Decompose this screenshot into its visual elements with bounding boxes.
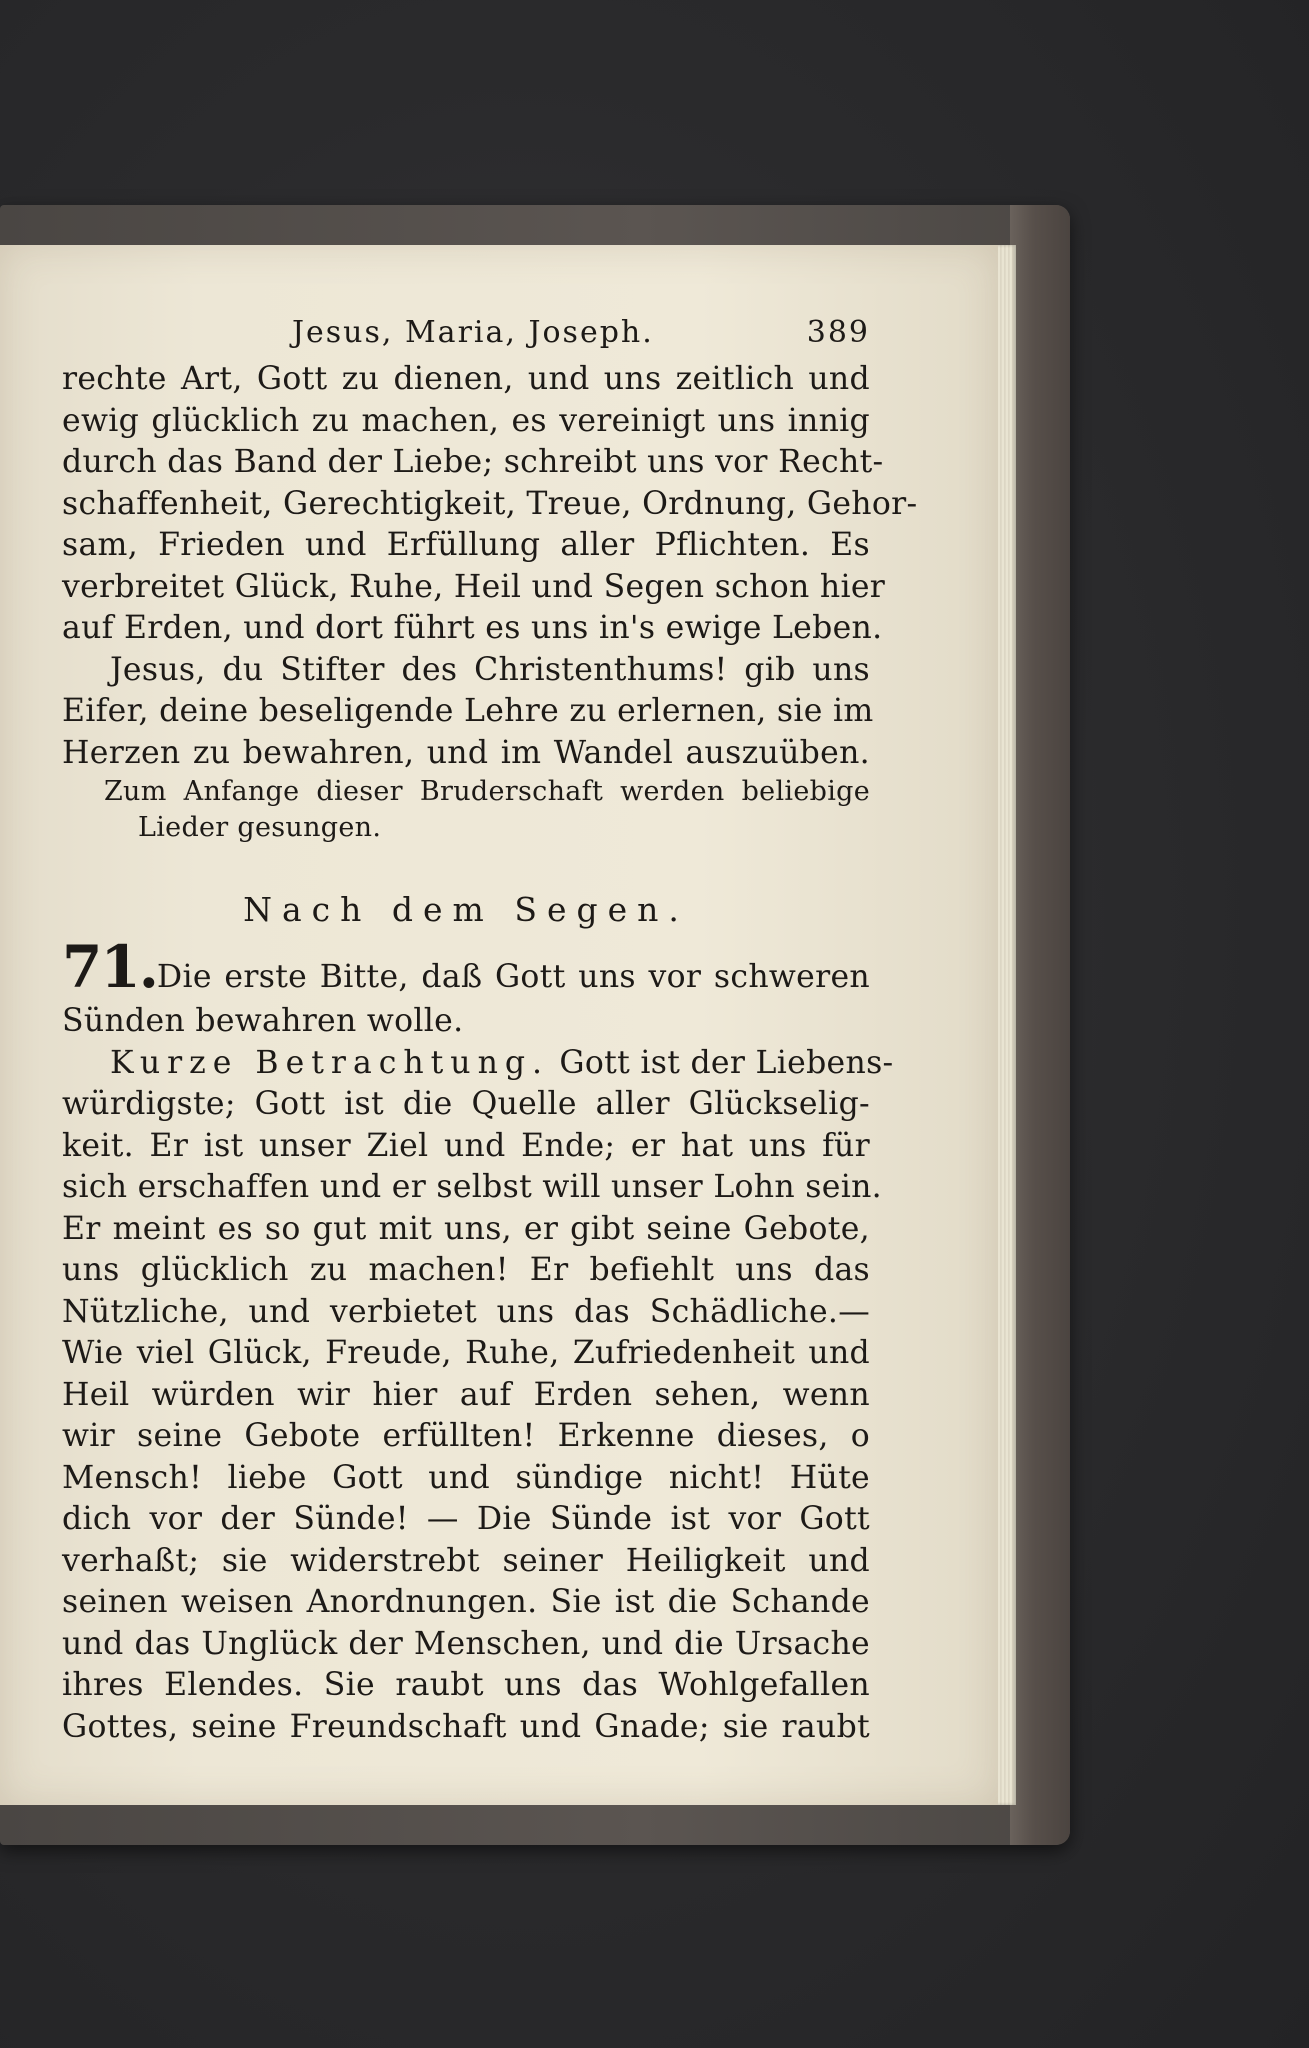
text-line: durch das Band der Liebe; schreibt uns vor Recht- xyxy=(62,444,884,480)
item-first-line-text: Die erste Bitte, daß Gott uns vor schweren xyxy=(156,959,870,995)
text-line: ihres Elendes. Sie raubt uns das Wohlgefallen xyxy=(62,1667,870,1703)
page-text xyxy=(62,315,918,1748)
text-line: uns glücklich zu machen! Er befiehlt uns das xyxy=(62,1252,870,1288)
text-line: dich vor der Sünde! — Die Sünde ist vor Gott xyxy=(62,1501,870,1537)
book-spine xyxy=(1010,205,1070,1845)
item-first-line xyxy=(62,933,870,1001)
text-line: und das Unglück der Menschen, und die Ursache xyxy=(62,1625,870,1662)
text-line: ewig glücklich zu machen, es vereinigt uns innig xyxy=(62,402,870,439)
prayer-paragraph xyxy=(62,650,874,775)
text-line: würdigste; Gott ist die Quelle aller Glückselig- xyxy=(62,1086,870,1122)
text-line: Herzen zu bewahren, und im Wandel auszuüben. xyxy=(62,734,870,771)
running-head: Jesus, Maria, Joseph. xyxy=(292,315,654,350)
page-header xyxy=(62,315,870,359)
note-line: Lieder gesungen. xyxy=(138,812,382,843)
text-line: Gottes, seine Freundschaft und Gnade; sie raubt xyxy=(62,1708,870,1745)
book-page xyxy=(0,245,998,1805)
text-line: seinen weisen Anordnungen. Sie ist die Schande xyxy=(62,1584,870,1620)
text-line: Jesus, du Stifter des Christenthums! gib uns xyxy=(110,651,870,688)
text-line: rechte Art, Gott zu dienen, und uns zeitlich und xyxy=(62,361,870,397)
section-title: Nach dem Segen. xyxy=(243,890,689,929)
text-line: Mensch! liebe Gott und sündige nicht! Hüte xyxy=(62,1459,870,1496)
text-line: auf Erden, und dort führt es uns in's ewige Leben. xyxy=(62,610,883,646)
meditation-first-line xyxy=(62,1043,894,1085)
text-line: schaffenheit, Gerechtigkeit, Treue, Ordnung, Gehor- xyxy=(62,485,918,522)
text-line: Wie viel Glück, Freude, Ruhe, Zufriedenheit und xyxy=(62,1335,870,1371)
text-line: Heil würden wir hier auf Erden sehen, wenn xyxy=(62,1376,870,1413)
text-line: sam, Frieden und Erfüllung aller Pflichten. Es xyxy=(62,527,870,563)
text-line: sich erschaffen und er selbst will unser Lohn sein. xyxy=(62,1169,882,1205)
text-line: Er meint es so gut mit uns, er gibt seine Gebote, xyxy=(62,1210,870,1247)
page-number: 389 xyxy=(806,315,870,350)
meditation-label: Kurze Betrachtung. xyxy=(110,1044,550,1081)
text-line: keit. Er ist unser Ziel und Ende; er hat uns für xyxy=(62,1127,870,1164)
text-line: Eifer, deine beseligende Lehre zu erlernen, sie im xyxy=(62,693,874,729)
rubric-note xyxy=(62,774,870,846)
text-line: verbreitet Glück, Ruhe, Heil und Segen schon hier xyxy=(62,568,886,605)
note-line: Zum Anfange dieser Bruderschaft werden beliebige xyxy=(104,776,870,807)
text-line: verhaßt; sie widerstrebt seiner Heiligkeit und xyxy=(62,1542,870,1579)
text-line: Sünden bewahren wolle. xyxy=(62,1003,464,1039)
paragraph-continuation xyxy=(62,359,918,650)
meditation-paragraph xyxy=(62,1043,894,1749)
text-line: Nützliche, und verbietet uns das Schädliche.— xyxy=(62,1293,870,1330)
meditation-first-line-text: Gott ist der Liebens- xyxy=(559,1044,894,1081)
text-line: wir seine Gebote erfüllten! Erkenne dieses, o xyxy=(62,1418,870,1454)
item-number: 71. xyxy=(62,933,157,1001)
numbered-item xyxy=(62,933,870,1043)
